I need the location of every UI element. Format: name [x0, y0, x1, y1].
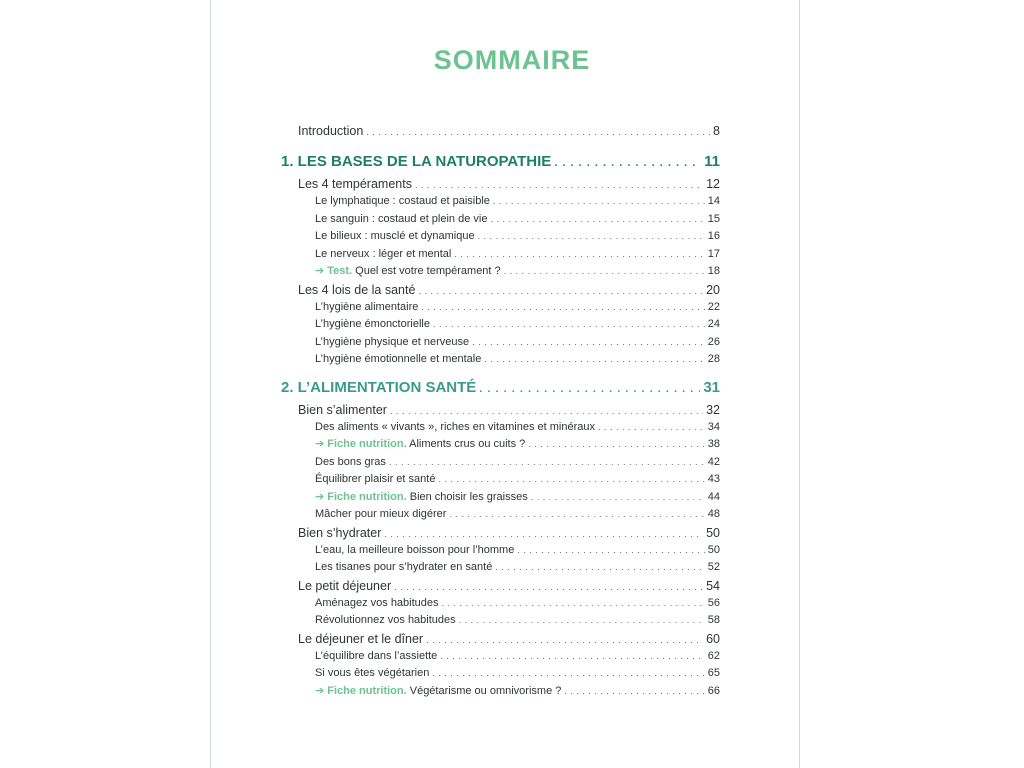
leader-dots	[484, 351, 704, 369]
toc-section[interactable]	[281, 630, 720, 648]
toc-section-text: Le déjeuner et le dîner	[298, 631, 424, 646]
toc-section-page: 60	[706, 631, 720, 646]
toc-section[interactable]	[281, 524, 720, 542]
toc-item-page: 16	[707, 230, 720, 242]
leader-dots	[504, 263, 705, 281]
toc-item-page: 62	[707, 649, 720, 662]
toc-section[interactable]	[281, 175, 720, 193]
toc-section-label	[298, 281, 415, 299]
toc-section-label	[298, 401, 387, 419]
leader-dots	[418, 282, 703, 300]
leader-dots	[432, 665, 704, 683]
toc-section-page: 32	[706, 402, 720, 417]
toc-item[interactable]	[281, 454, 720, 472]
toc-item-text: L’hygiène émotionnelle et mentale	[315, 353, 482, 365]
toc-item-text: L’hygiène émonctorielle	[315, 318, 430, 330]
toc-chapter-label	[281, 375, 476, 401]
toc-chapter-text: 1. LES BASES DE LA NATUROPATHIE	[281, 153, 552, 170]
table-of-contents	[281, 122, 720, 700]
arrow-right-icon: ➔	[315, 684, 325, 697]
toc-item-page: 14	[707, 195, 720, 207]
highlight-label: Fiche nutrition.	[327, 438, 407, 450]
leader-dots	[531, 489, 705, 507]
toc-item[interactable]	[281, 316, 720, 334]
toc-item-label	[315, 351, 481, 369]
toc-item-label	[315, 559, 492, 577]
toc-item-text: Révolutionnez vos habitudes	[315, 614, 456, 626]
toc-item-page: 50	[707, 543, 720, 556]
toc-item-text: Le lymphatique : costaud et paisible	[315, 195, 490, 207]
toc-item-label	[315, 665, 429, 683]
toc-item[interactable]	[281, 436, 720, 454]
toc-item[interactable]	[281, 246, 720, 264]
toc-item-text: Quel est votre tempérament ?	[355, 265, 501, 277]
toc-item-label	[315, 471, 435, 489]
leader-dots	[366, 123, 710, 141]
toc-section-text: Bien s’alimenter	[298, 402, 387, 417]
leader-dots	[564, 683, 704, 701]
toc-section-label	[298, 577, 391, 595]
toc-chapter[interactable]	[281, 149, 720, 175]
toc-item-text: Le nerveux : léger et mental	[315, 247, 452, 260]
toc-item-page: 15	[707, 212, 720, 225]
toc-item-page: 24	[707, 318, 720, 330]
toc-section-page: 12	[706, 177, 720, 191]
toc-item[interactable]	[281, 351, 720, 369]
leader-dots	[426, 631, 703, 649]
toc-item-text: Des aliments « vivants », riches en vitamines et minéraux	[315, 420, 596, 433]
toc-item-text: Aliments crus ou cuits ?	[409, 438, 526, 450]
toc-item[interactable]	[281, 334, 720, 352]
toc-item[interactable]	[281, 506, 720, 524]
toc-item-page: 66	[707, 684, 720, 697]
toc-item-label	[315, 211, 487, 229]
leader-dots	[490, 211, 704, 229]
toc-item-page: 58	[707, 614, 720, 626]
toc-item-text: Le sanguin : costaud et plein de vie	[315, 212, 488, 225]
toc-item-label	[315, 612, 456, 630]
toc-item-label	[315, 228, 475, 246]
leader-dots	[472, 334, 705, 352]
leader-dots	[394, 578, 703, 596]
toc-item-text: L’hygiène physique et nerveuse	[315, 335, 470, 348]
toc-item-page: 28	[707, 353, 720, 365]
leader-dots	[454, 246, 704, 264]
leader-dots	[449, 506, 704, 524]
toc-item-text: L’équilibre dans l’assiette	[315, 649, 438, 662]
leader-dots	[384, 525, 703, 543]
toc-item[interactable]	[281, 263, 720, 281]
leader-dots	[598, 419, 705, 437]
toc-section[interactable]	[281, 281, 720, 299]
toc-section-label	[298, 524, 381, 542]
toc-item-text: Aménagez vos habitudes	[315, 596, 439, 609]
leader-dots	[517, 542, 704, 560]
toc-chapter-page: 31	[703, 378, 720, 396]
toc-item-page: 18	[707, 265, 720, 277]
toc-item-page: 52	[707, 561, 720, 573]
toc-item-text: Des bons gras	[315, 455, 386, 468]
leader-dots	[389, 454, 705, 472]
toc-chapter-label	[281, 149, 551, 175]
toc-item-page: 26	[707, 335, 720, 348]
toc-item-label	[315, 595, 439, 613]
toc-item-page: 38	[707, 438, 720, 450]
leader-dots	[390, 402, 703, 420]
toc-section-text: Les 4 tempéraments	[298, 177, 412, 191]
toc-item-label	[315, 334, 469, 352]
leader-dots	[442, 595, 705, 613]
toc-section-page: 20	[706, 282, 720, 297]
toc-item[interactable]	[281, 559, 720, 577]
toc-item[interactable]	[281, 211, 720, 229]
toc-item-page: 17	[707, 247, 720, 260]
leader-dots	[528, 436, 704, 454]
toc-item-page: 42	[707, 455, 720, 468]
toc-item[interactable]	[281, 665, 720, 683]
toc-item-page: 44	[707, 490, 720, 503]
highlight-label: Fiche nutrition.	[327, 490, 407, 503]
leader-dots	[421, 299, 704, 317]
toc-item-label	[315, 683, 561, 701]
toc-item-text: Si vous êtes végétarien	[315, 667, 430, 679]
leader-dots	[415, 176, 703, 194]
toc-item-label	[315, 489, 528, 507]
leader-dots	[438, 471, 704, 489]
toc-chapters	[281, 149, 720, 700]
toc-item-text: Mâcher pour mieux digérer	[315, 508, 447, 520]
toc-item-label	[315, 299, 418, 317]
page-title: SOMMAIRE	[433, 45, 591, 75]
toc-item-label	[315, 506, 446, 524]
toc-item-label	[315, 419, 595, 437]
toc-item-text: L’eau, la meilleure boisson pour l’homme	[315, 543, 515, 556]
toc-section-text: Les 4 lois de la santé	[298, 282, 416, 297]
toc-chapter-page: 11	[704, 153, 720, 170]
arrow-right-icon: ➔	[315, 490, 325, 503]
leader-dots	[495, 559, 704, 577]
highlight-label: Fiche nutrition.	[327, 684, 407, 697]
leader-dots	[554, 150, 701, 176]
leader-dots	[433, 316, 705, 334]
toc-section-page: 50	[706, 525, 720, 540]
toc-item[interactable]	[281, 299, 720, 317]
toc-item-label	[315, 436, 525, 454]
toc-item-text: Le bilieux : musclé et dynamique	[315, 230, 475, 242]
arrow-right-icon: ➔	[315, 438, 325, 450]
toc-item-label	[315, 648, 437, 666]
toc-item-text: Équilibrer plaisir et santé	[315, 473, 436, 485]
arrow-right-icon: ➔	[315, 265, 325, 277]
toc-item-page: 22	[707, 300, 720, 313]
toc-intro-page: 8	[713, 124, 720, 138]
toc-item-page: 48	[707, 508, 720, 520]
leader-dots	[479, 376, 700, 402]
toc-chapter-text: 2. L’ALIMENTATION SANTÉ	[281, 378, 477, 396]
leader-dots	[459, 612, 705, 630]
toc-item[interactable]	[281, 489, 720, 507]
leader-dots	[478, 228, 705, 246]
toc-item-page: 56	[707, 596, 720, 609]
toc-item-text: L’hygiène alimentaire	[315, 300, 419, 313]
toc-item-label	[315, 454, 386, 472]
toc-item-label	[315, 542, 514, 560]
toc-item[interactable]	[281, 595, 720, 613]
toc-section-text: Bien s’hydrater	[298, 525, 382, 540]
toc-item-text: Les tisanes pour s’hydrater en santé	[315, 561, 493, 573]
toc-item[interactable]	[281, 193, 720, 211]
toc-item-label	[315, 263, 501, 281]
toc-intro-label: Introduction	[298, 124, 364, 138]
toc-item[interactable]	[281, 542, 720, 560]
leader-dots	[440, 648, 704, 666]
toc-intro[interactable]	[281, 122, 720, 140]
toc-item[interactable]	[281, 471, 720, 489]
toc-item-text: Végétarisme ou omnivorisme ?	[409, 684, 562, 697]
toc-chapter[interactable]	[281, 375, 720, 401]
page-border-right	[799, 0, 800, 768]
page-border-left	[210, 0, 211, 768]
toc-item[interactable]	[281, 228, 720, 246]
highlight-label: Test.	[327, 265, 353, 277]
toc-section[interactable]	[281, 577, 720, 595]
toc-item-label	[315, 316, 430, 334]
toc-section-label	[298, 175, 412, 193]
toc-item[interactable]	[281, 683, 720, 701]
toc-item[interactable]	[281, 419, 720, 437]
toc-section-page: 54	[706, 578, 720, 593]
toc-item-label	[315, 193, 490, 211]
toc-item[interactable]	[281, 648, 720, 666]
toc-item-page: 43	[707, 473, 720, 485]
toc-section[interactable]	[281, 401, 720, 419]
toc-section-text: Le petit déjeuner	[298, 578, 392, 593]
leader-dots	[493, 193, 705, 211]
toc-item-text: Bien choisir les graisses	[409, 490, 528, 503]
toc-section-label	[298, 630, 423, 648]
toc-item[interactable]	[281, 612, 720, 630]
toc-item-page: 65	[707, 667, 720, 679]
toc-item-label	[315, 246, 451, 264]
toc-item-page: 34	[707, 420, 720, 433]
